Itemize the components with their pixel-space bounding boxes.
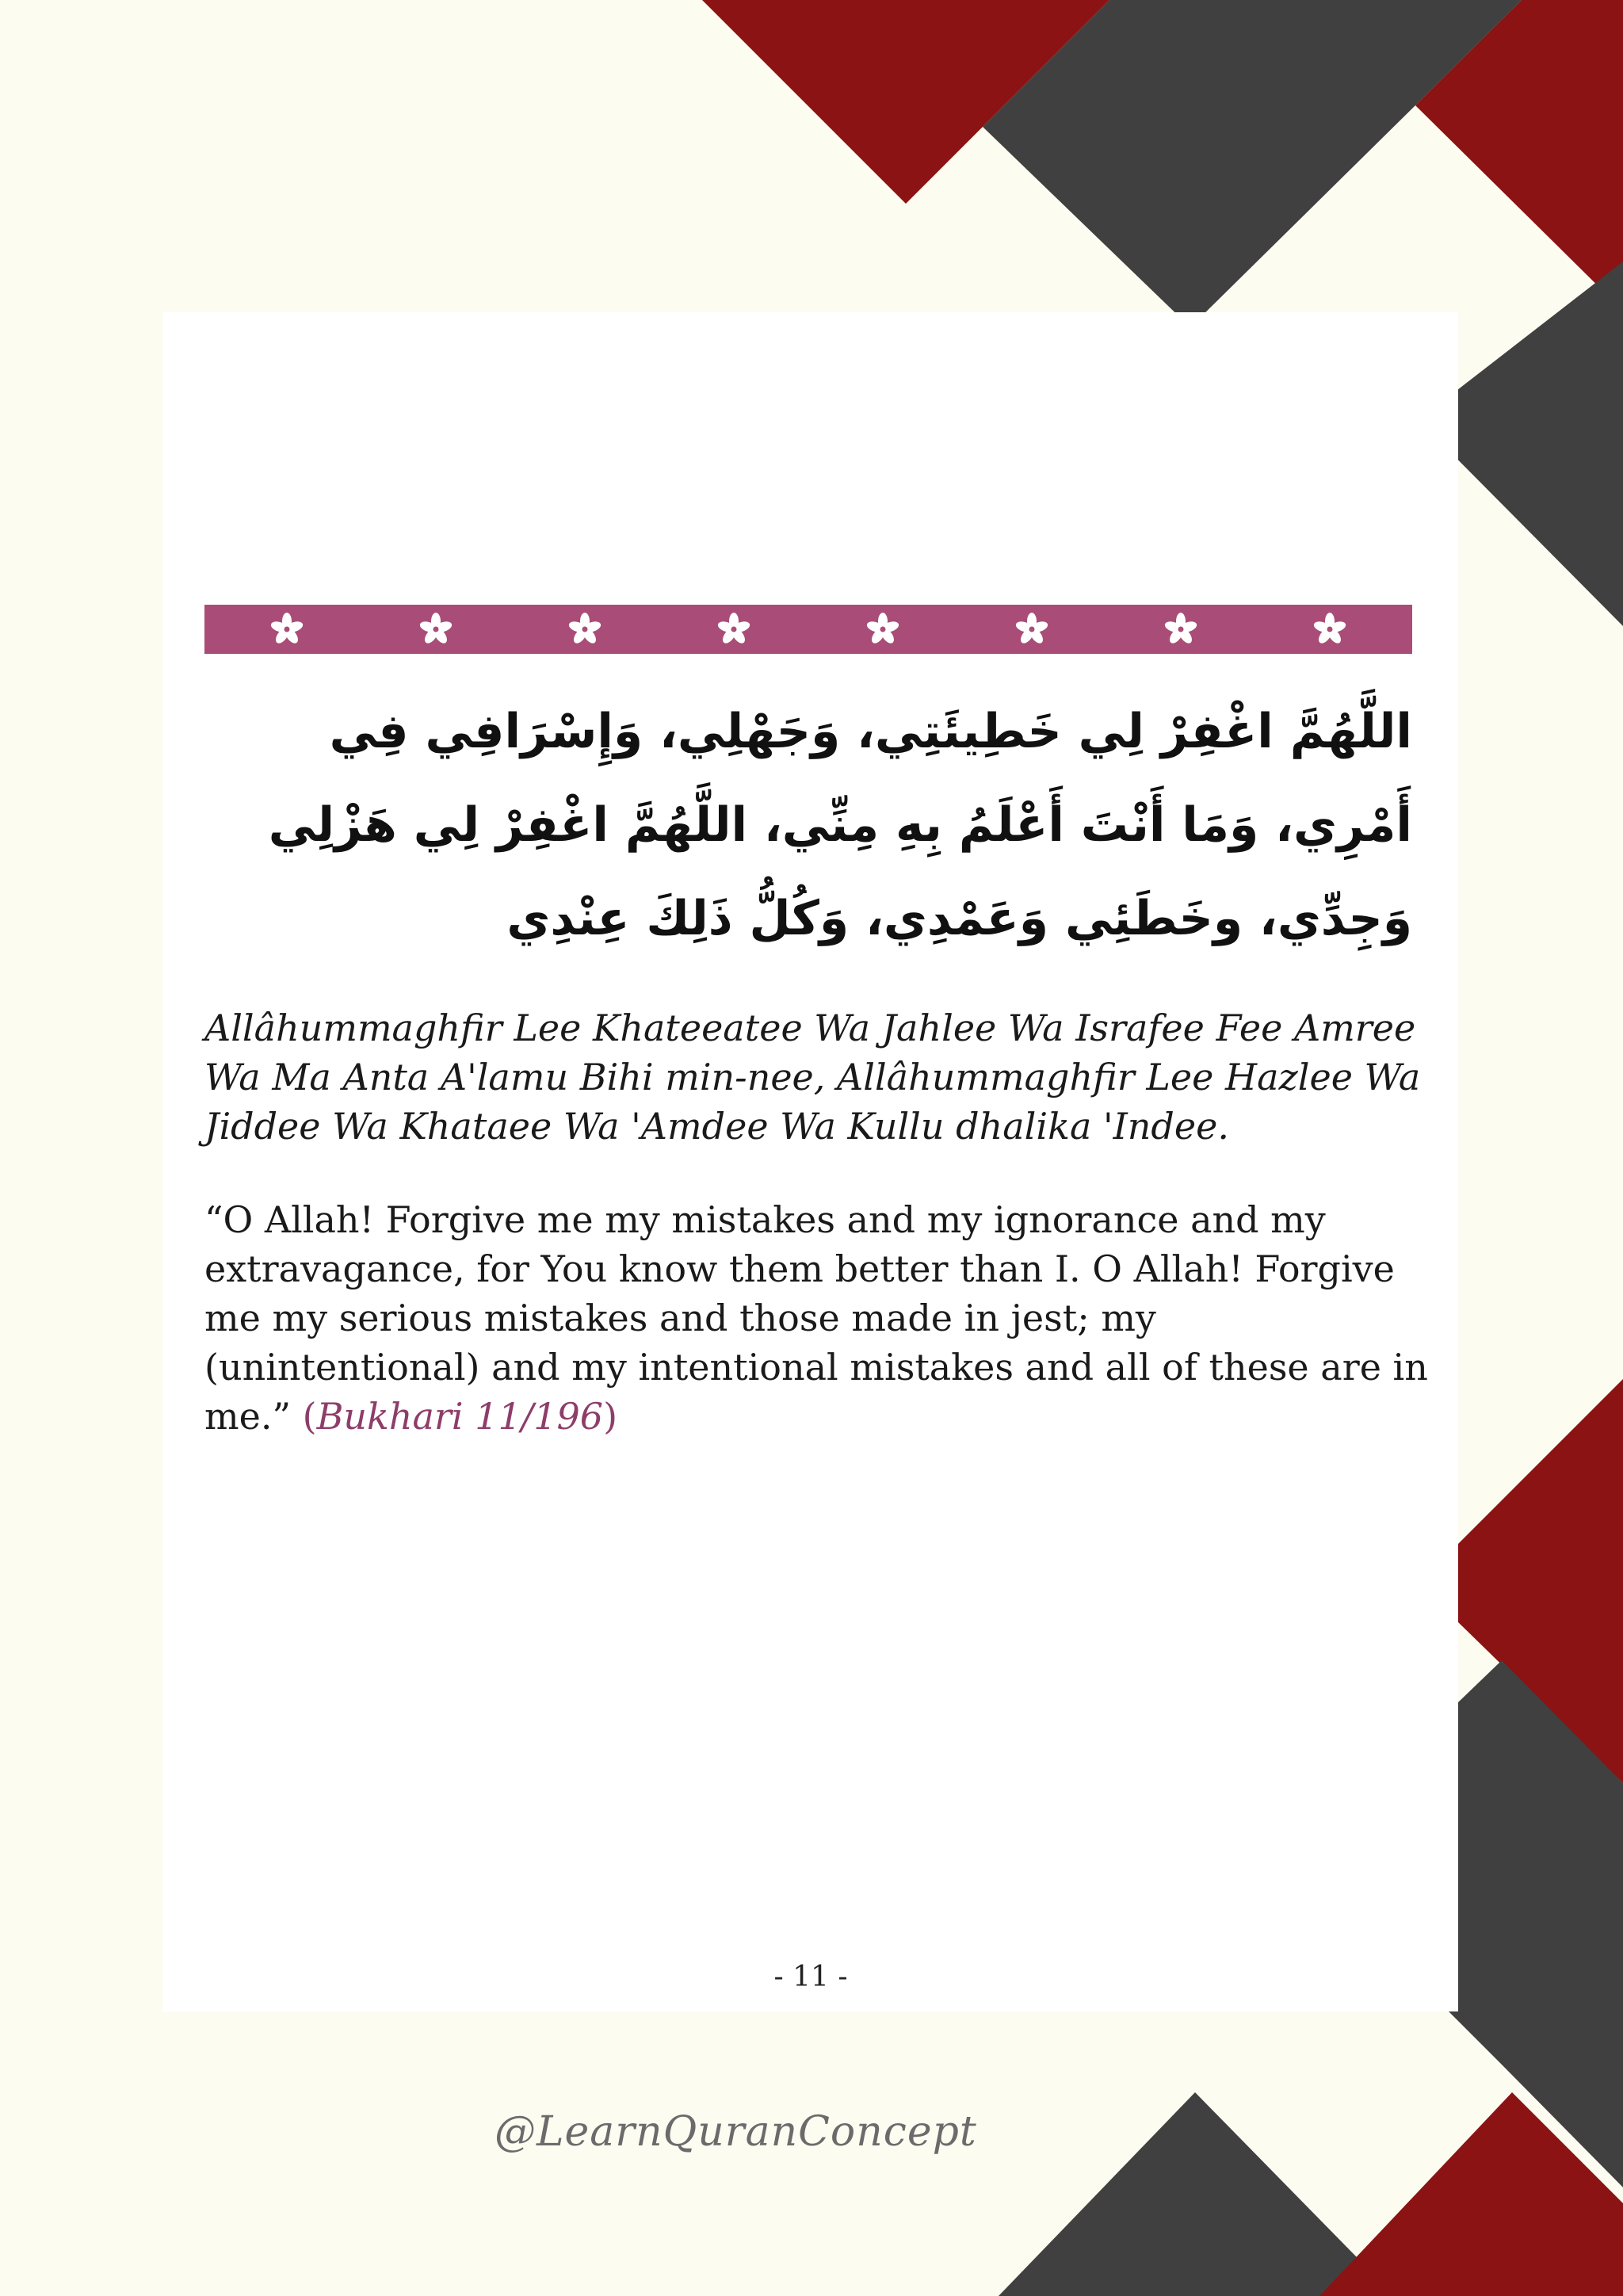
flower-icon	[865, 612, 900, 647]
flower-icon	[1312, 612, 1347, 647]
flower-icon	[269, 612, 304, 647]
source-open-paren: (	[302, 1395, 317, 1438]
page-number: - 11 -	[773, 1961, 848, 1993]
bottom-left-dark	[999, 2092, 1395, 2296]
flower-icon	[418, 612, 453, 647]
hadith-source: Bukhari 11/196	[316, 1395, 604, 1438]
dua-arabic: اللَّهُمَّ اغْفِرْ لِي خَطِيئَتِي، وَجَهْلِي، وَإِسْرَافِي فِي أَمْرِي، وَمَا أَنْتَ أَعْلَمُ بِهِ مِنِّي، اللَّهُمَّ اغْفِرْ لِي هَزْلِي وَجِدِّي، وخَطَئِي وَعَمْدِي، وَكُلُّ ذَلِكَ عِنْدِي	[268, 704, 1412, 946]
source-close-paren: )	[603, 1395, 618, 1438]
watermark: @LearnQuranConcept	[495, 2108, 977, 2156]
page-card	[163, 312, 1458, 2011]
translation-text: “O Allah! Forgive me my mistakes and my ignorance and my extravagance, for You know them better than I. O Allah! Forgive me my serious mistakes and those made in jest; my (unintentional) and my intentional mistakes and all of these are in me.”	[204, 1198, 1428, 1438]
flower-band	[204, 605, 1412, 654]
flower-icon	[716, 612, 751, 647]
flower-icon	[1163, 612, 1198, 647]
dua-translation	[204, 1195, 1441, 1441]
flower-icon	[1014, 612, 1049, 647]
top-dark-diamond	[983, 0, 1522, 327]
flower-icon	[567, 612, 602, 647]
dua-transliteration: Allâhummaghfir Lee Khateeatee Wa Jahlee Wa Israfee Fee Amree Wa Ma Anta A'lamu Bihi min-nee, Allâhummaghfir Lee Hazlee Wa Jiddee Wa Khataee Wa 'Amdee Wa Kullu dhalika 'Indee.	[204, 1007, 1421, 1148]
